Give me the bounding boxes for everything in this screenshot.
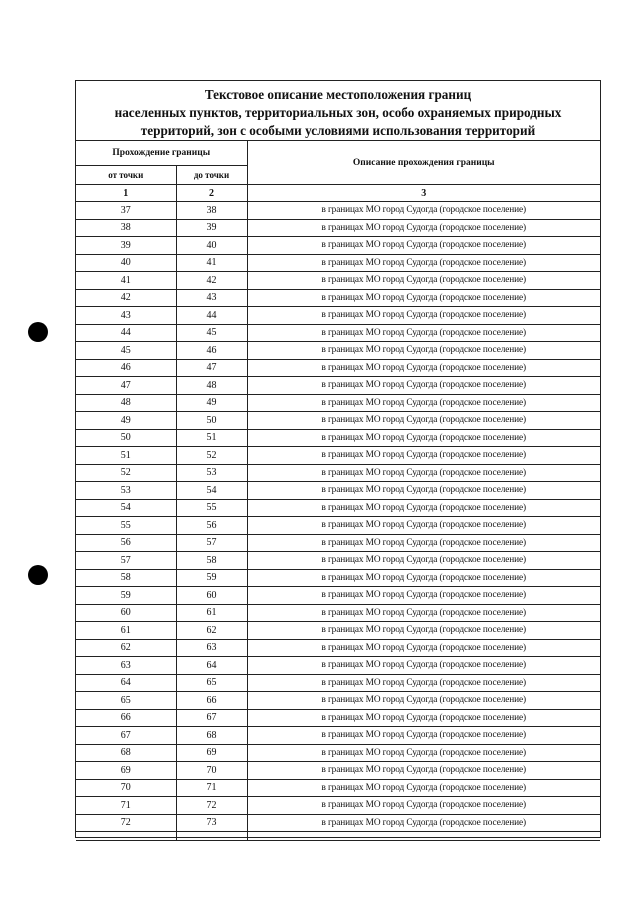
cell-to-point: 60: [176, 587, 247, 605]
cell-from-point: 71: [76, 797, 176, 815]
cell-from-point: 53: [76, 482, 176, 500]
cell-description: в границах МО город Судогда (городское поселение): [247, 709, 600, 727]
cell-to-point: 59: [176, 569, 247, 587]
cell-to-point: 55: [176, 499, 247, 517]
cell-to-point: 65: [176, 674, 247, 692]
table-row: [76, 342, 600, 360]
table-row: [76, 237, 600, 255]
cell-to-point: 69: [176, 744, 247, 762]
cell-from-point: 51: [76, 447, 176, 465]
boundary-table: [76, 141, 600, 841]
cell-to-point: 48: [176, 377, 247, 395]
cell-description: в границах МО город Судогда (городское поселение): [247, 587, 600, 605]
cell-from-point: 64: [76, 674, 176, 692]
cell-from-point: 45: [76, 342, 176, 360]
cell-to-point: 38: [176, 202, 247, 220]
cell-from-point: 65: [76, 692, 176, 710]
cell-description: в границах МО город Судогда (городское поселение): [247, 412, 600, 430]
cell-to-point: 42: [176, 272, 247, 290]
table-row: [76, 639, 600, 657]
table-row: [76, 622, 600, 640]
cell-to-point: 64: [176, 657, 247, 675]
header-passage: Прохождение границы: [76, 141, 247, 166]
cell-to-point: 39: [176, 219, 247, 237]
cell-description: в границах МО город Судогда (городское поселение): [247, 727, 600, 745]
cell-to-point: 68: [176, 727, 247, 745]
table-row: [76, 307, 600, 325]
table-row: [76, 552, 600, 570]
table-row: [76, 447, 600, 465]
cell-from-point: 68: [76, 744, 176, 762]
cell-from-point: 58: [76, 569, 176, 587]
header-col-2-number: 2: [176, 185, 247, 202]
table-row: [76, 324, 600, 342]
table-row: [76, 377, 600, 395]
cell-from-point: 38: [76, 219, 176, 237]
cell-to-point: 46: [176, 342, 247, 360]
table-row: [76, 202, 600, 220]
cell-to-point: 61: [176, 604, 247, 622]
cell-to-point: 52: [176, 447, 247, 465]
cell-from-point: 41: [76, 272, 176, 290]
document-title: [76, 81, 600, 141]
cell-from-point: 61: [76, 622, 176, 640]
table-row: [76, 499, 600, 517]
table-row: [76, 429, 600, 447]
table-row: [76, 412, 600, 430]
cell-to-point: 73: [176, 814, 247, 832]
table-body: [76, 202, 600, 841]
title-line-2: населенных пунктов, территориальных зон, особо охраняемых природных: [114, 105, 562, 120]
cell-to-point: 57: [176, 534, 247, 552]
cell-from-point: 69: [76, 762, 176, 780]
table-row: [76, 359, 600, 377]
cell-from-point: 72: [76, 814, 176, 832]
cell-to-point: 51: [176, 429, 247, 447]
cell-description: в границах МО город Судогда (городское поселение): [247, 517, 600, 535]
cell-to-point: 62: [176, 622, 247, 640]
table-end-spacer: [76, 832, 600, 841]
document-sheet: [75, 80, 601, 838]
cell-description: в границах МО город Судогда (городское поселение): [247, 762, 600, 780]
empty-cell: [176, 832, 247, 841]
header-from-point: от точки: [76, 166, 176, 185]
cell-description: в границах МО город Судогда (городское поселение): [247, 604, 600, 622]
table-header: [76, 141, 600, 202]
table-row: [76, 797, 600, 815]
table-row: [76, 727, 600, 745]
cell-from-point: 37: [76, 202, 176, 220]
cell-to-point: 44: [176, 307, 247, 325]
cell-from-point: 60: [76, 604, 176, 622]
cell-from-point: 43: [76, 307, 176, 325]
cell-description: в границах МО город Судогда (городское поселение): [247, 692, 600, 710]
table-row: [76, 394, 600, 412]
table-row: [76, 587, 600, 605]
cell-from-point: 46: [76, 359, 176, 377]
cell-from-point: 57: [76, 552, 176, 570]
empty-cell: [247, 832, 600, 841]
cell-description: в границах МО город Судогда (городское поселение): [247, 219, 600, 237]
cell-from-point: 63: [76, 657, 176, 675]
cell-to-point: 54: [176, 482, 247, 500]
punch-hole-bottom: [28, 565, 48, 585]
cell-description: в границах МО город Судогда (городское поселение): [247, 272, 600, 290]
table-row: [76, 674, 600, 692]
cell-description: в границах МО город Судогда (городское поселение): [247, 744, 600, 762]
header-col-3-number: 3: [247, 185, 600, 202]
table-row: [76, 604, 600, 622]
cell-description: в границах МО город Судогда (городское поселение): [247, 797, 600, 815]
cell-description: в границах МО город Судогда (городское поселение): [247, 429, 600, 447]
cell-to-point: 71: [176, 779, 247, 797]
cell-description: в границах МО город Судогда (городское поселение): [247, 237, 600, 255]
header-description: Описание прохождения границы: [247, 141, 600, 185]
cell-description: в границах МО город Судогда (городское поселение): [247, 307, 600, 325]
cell-from-point: 44: [76, 324, 176, 342]
title-line-1: Текстовое описание местоположения границ: [204, 87, 472, 102]
cell-to-point: 72: [176, 797, 247, 815]
cell-description: в границах МО город Судогда (городское поселение): [247, 464, 600, 482]
cell-from-point: 56: [76, 534, 176, 552]
table-row: [76, 779, 600, 797]
table-row: [76, 254, 600, 272]
cell-to-point: 41: [176, 254, 247, 272]
cell-from-point: 55: [76, 517, 176, 535]
table-row: [76, 517, 600, 535]
cell-description: в границах МО город Судогда (городское поселение): [247, 674, 600, 692]
table-row: [76, 657, 600, 675]
cell-from-point: 49: [76, 412, 176, 430]
cell-description: в границах МО город Судогда (городское поселение): [247, 779, 600, 797]
cell-from-point: 39: [76, 237, 176, 255]
cell-from-point: 42: [76, 289, 176, 307]
cell-description: в границах МО город Судогда (городское поселение): [247, 289, 600, 307]
cell-description: в границах МО город Судогда (городское поселение): [247, 639, 600, 657]
table-row: [76, 814, 600, 832]
header-col-1-number: 1: [76, 185, 176, 202]
cell-to-point: 43: [176, 289, 247, 307]
cell-to-point: 66: [176, 692, 247, 710]
cell-to-point: 58: [176, 552, 247, 570]
cell-description: в границах МО город Судогда (городское поселение): [247, 482, 600, 500]
cell-to-point: 53: [176, 464, 247, 482]
empty-cell: [76, 832, 176, 841]
table-row: [76, 709, 600, 727]
punch-hole-top: [28, 322, 48, 342]
cell-from-point: 48: [76, 394, 176, 412]
table-row: [76, 219, 600, 237]
cell-from-point: 50: [76, 429, 176, 447]
table-row: [76, 482, 600, 500]
cell-to-point: 67: [176, 709, 247, 727]
table-row: [76, 534, 600, 552]
cell-description: в границах МО город Судогда (городское поселение): [247, 552, 600, 570]
cell-description: в границах МО город Судогда (городское поселение): [247, 814, 600, 832]
cell-description: в границах МО город Судогда (городское поселение): [247, 254, 600, 272]
cell-description: в границах МО город Судогда (городское поселение): [247, 622, 600, 640]
cell-to-point: 49: [176, 394, 247, 412]
cell-description: в границах МО город Судогда (городское поселение): [247, 447, 600, 465]
table-row: [76, 569, 600, 587]
cell-description: в границах МО город Судогда (городское поселение): [247, 202, 600, 220]
cell-description: в границах МО город Судогда (городское поселение): [247, 499, 600, 517]
cell-from-point: 47: [76, 377, 176, 395]
cell-description: в границах МО город Судогда (городское поселение): [247, 359, 600, 377]
cell-from-point: 67: [76, 727, 176, 745]
cell-to-point: 50: [176, 412, 247, 430]
cell-to-point: 40: [176, 237, 247, 255]
table-row: [76, 464, 600, 482]
table-row: [76, 692, 600, 710]
cell-description: в границах МО город Судогда (городское поселение): [247, 324, 600, 342]
cell-to-point: 63: [176, 639, 247, 657]
cell-description: в границах МО город Судогда (городское поселение): [247, 377, 600, 395]
cell-to-point: 47: [176, 359, 247, 377]
header-to-point: до точки: [176, 166, 247, 185]
table-row: [76, 762, 600, 780]
title-line-3: территорий, зон с особыми условиями использования территорий: [140, 123, 536, 138]
cell-description: в границах МО город Судогда (городское поселение): [247, 342, 600, 360]
cell-description: в границах МО город Судогда (городское поселение): [247, 394, 600, 412]
table-row: [76, 272, 600, 290]
cell-from-point: 54: [76, 499, 176, 517]
cell-from-point: 70: [76, 779, 176, 797]
cell-from-point: 59: [76, 587, 176, 605]
cell-to-point: 56: [176, 517, 247, 535]
cell-description: в границах МО город Судогда (городское поселение): [247, 534, 600, 552]
table-row: [76, 289, 600, 307]
cell-to-point: 45: [176, 324, 247, 342]
cell-from-point: 62: [76, 639, 176, 657]
cell-description: в границах МО город Судогда (городское поселение): [247, 657, 600, 675]
table-row: [76, 744, 600, 762]
cell-description: в границах МО город Судогда (городское поселение): [247, 569, 600, 587]
cell-from-point: 52: [76, 464, 176, 482]
cell-from-point: 40: [76, 254, 176, 272]
cell-from-point: 66: [76, 709, 176, 727]
cell-to-point: 70: [176, 762, 247, 780]
